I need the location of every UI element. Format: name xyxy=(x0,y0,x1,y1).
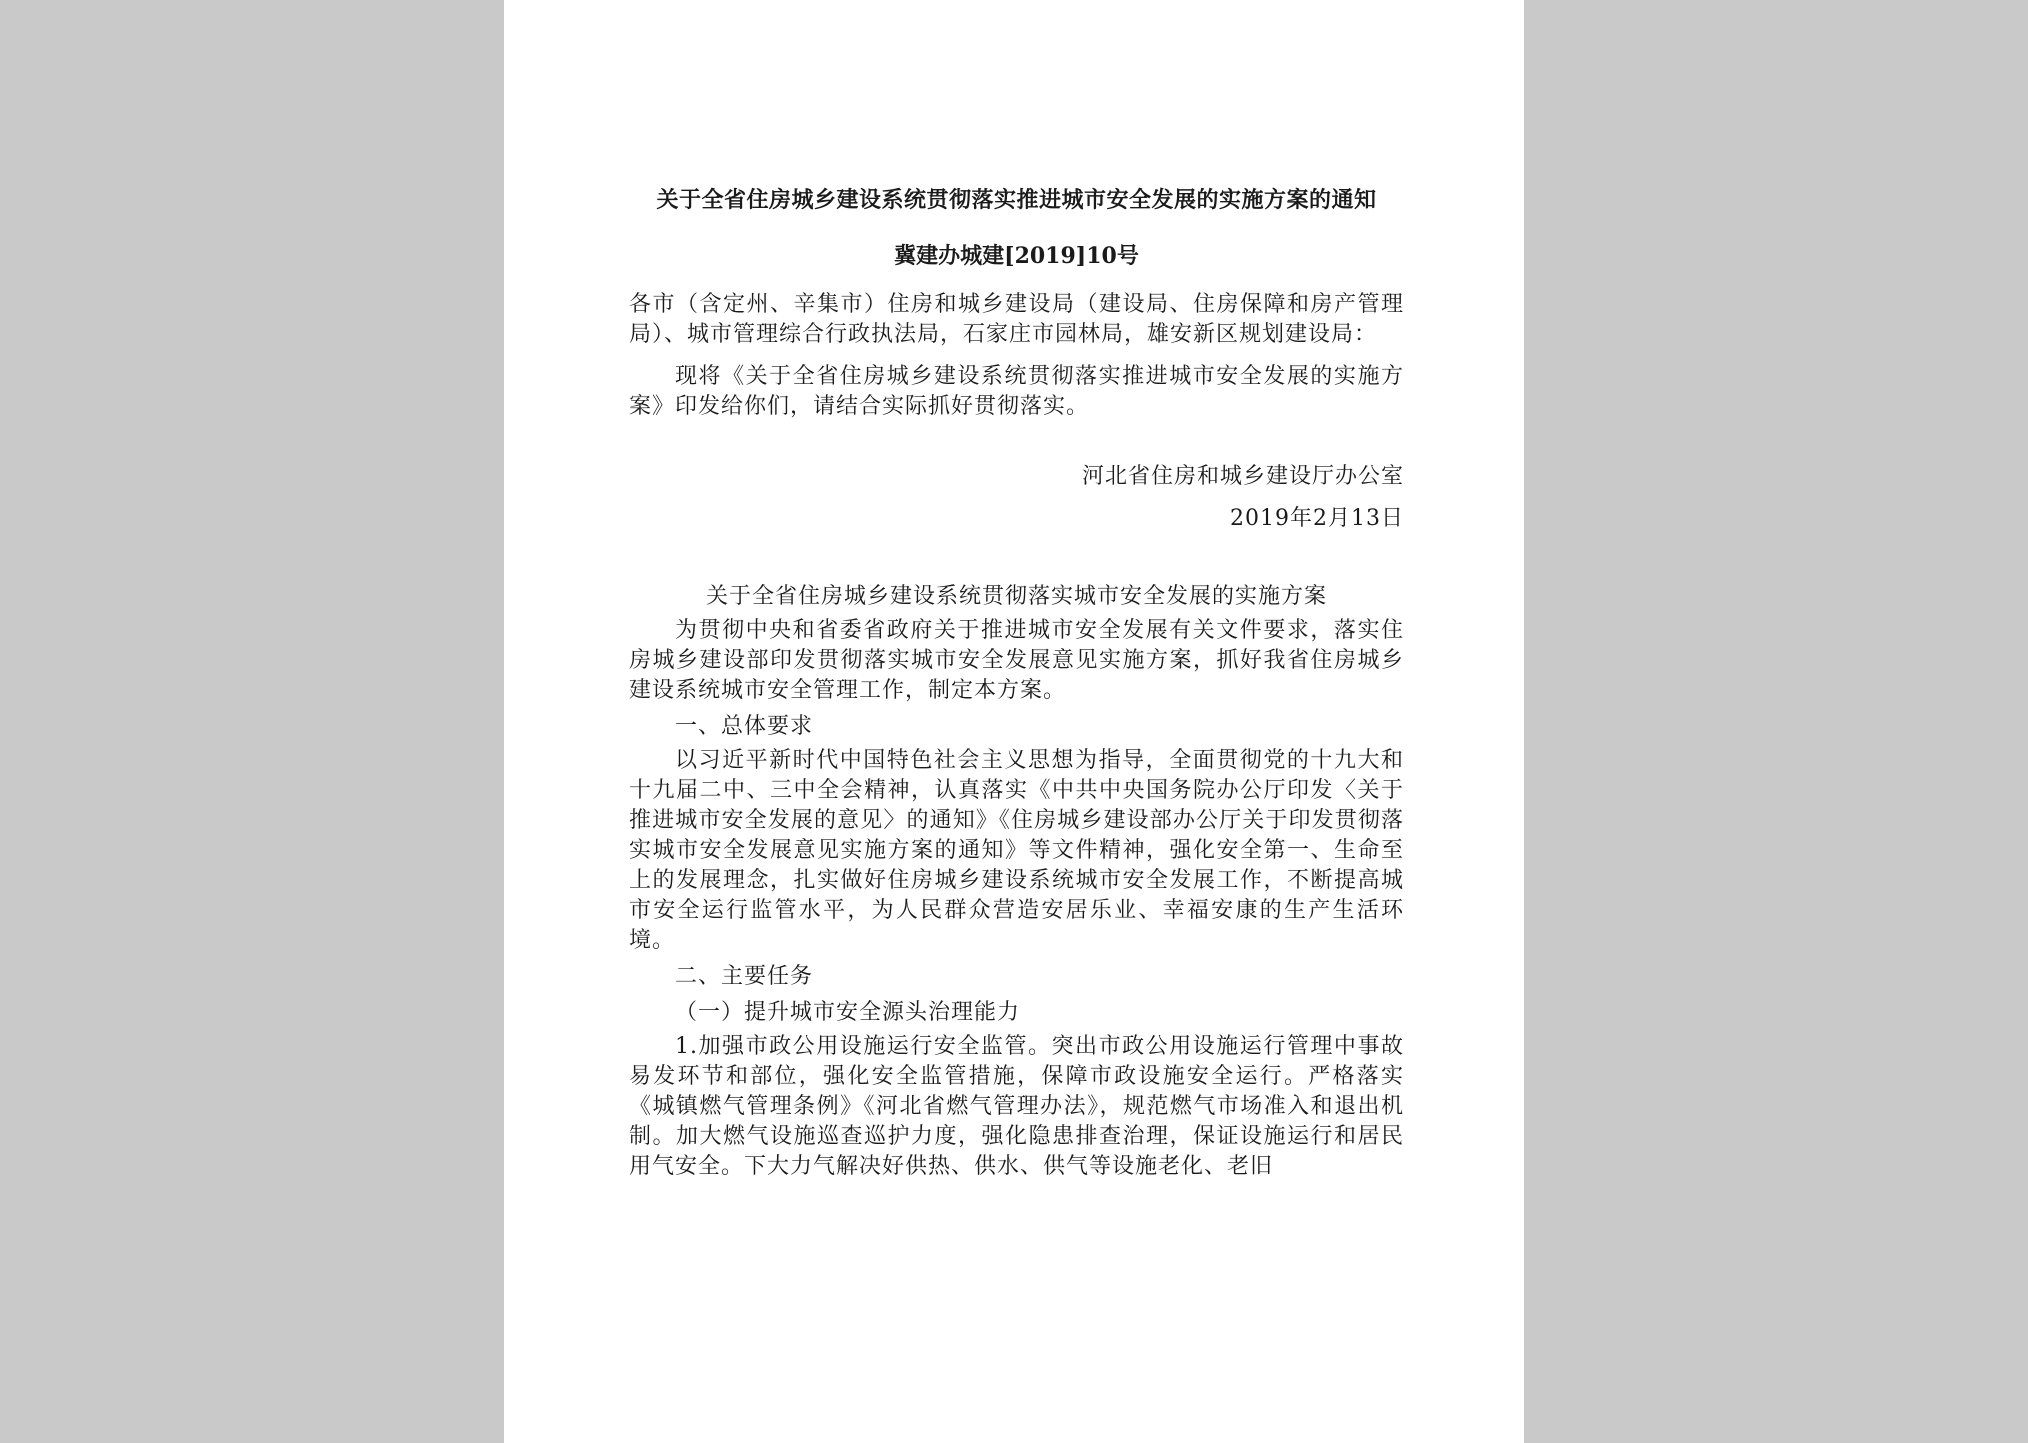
signature-organization: 河北省住房和城乡建设厅办公室 xyxy=(1081,464,1404,489)
subsection-heading-source-governance: （一）提升城市安全源头治理能力 xyxy=(675,1000,1021,1025)
document-number: 冀建办城建[2019]10号 xyxy=(894,243,1139,269)
section-body-general-requirements: 以习近平新时代中国特色社会主义思想为指导，全面贯彻党的十九大和十九届二中、三中全会精神，认真落实《中共中央国务院办公厅印发〈关于推进城市安全发展的意见〉的通知》《住房城乡建设部办公厅关于印发贯彻落实城市安全发展意见实施方案的通知》等文件精神，强化安全第一、生命至上的发展理念，扎实做好住房城乡建设系统城市安全发展工作，不断提高城市安全运行监管水平，为人民群众营造安居乐业、幸福安康的生产生活环境。 xyxy=(629,748,1404,953)
document-content xyxy=(629,180,1404,1182)
plan-intro-paragraph: 为贯彻中央和省委省政府关于推进城市安全发展有关文件要求，落实住房城乡建设部印发贯彻落实城市安全发展意见实施方案，抓好我省住房城乡建设系统城市安全管理工作，制定本方案。 xyxy=(629,618,1404,703)
document-page xyxy=(504,0,1524,1443)
recipients-paragraph: 各市（含定州、辛集市）住房和城乡建设局（建设局、住房保障和房产管理局）、城市管理综合行政执法局，石家庄市园林局，雄安新区规划建设局： xyxy=(629,292,1404,347)
task-item-paragraph: 1.加强市政公用设施运行安全监管。突出市政公用设施运行管理中事故易发环节和部位，强化安全监管措施，保障市政设施安全运行。严格落实《城镇燃气管理条例》《河北省燃气管理办法》，规范燃气市场准入和退出机制。加大燃气设施巡查巡护力度，强化隐患排查治理，保证设施运行和居民用气安全。下大力气解决好供热、供水、供气等设施老化、老旧 xyxy=(629,1034,1404,1179)
section-heading-general-requirements: 一、总体要求 xyxy=(675,714,814,739)
plan-title: 关于全省住房城乡建设系统贯彻落实城市安全发展的实施方案 xyxy=(705,584,1327,609)
signature-date: 2019年2月13日 xyxy=(1230,506,1404,531)
section-heading-main-tasks: 二、主要任务 xyxy=(675,964,814,989)
notice-body-paragraph: 现将《关于全省住房城乡建设系统贯彻落实推进城市安全发展的实施方案》印发给你们，请结合实际抓好贯彻落实。 xyxy=(629,364,1404,419)
document-title: 关于全省住房城乡建设系统贯彻落实推进城市安全发展的实施方案的通知 xyxy=(656,187,1377,213)
